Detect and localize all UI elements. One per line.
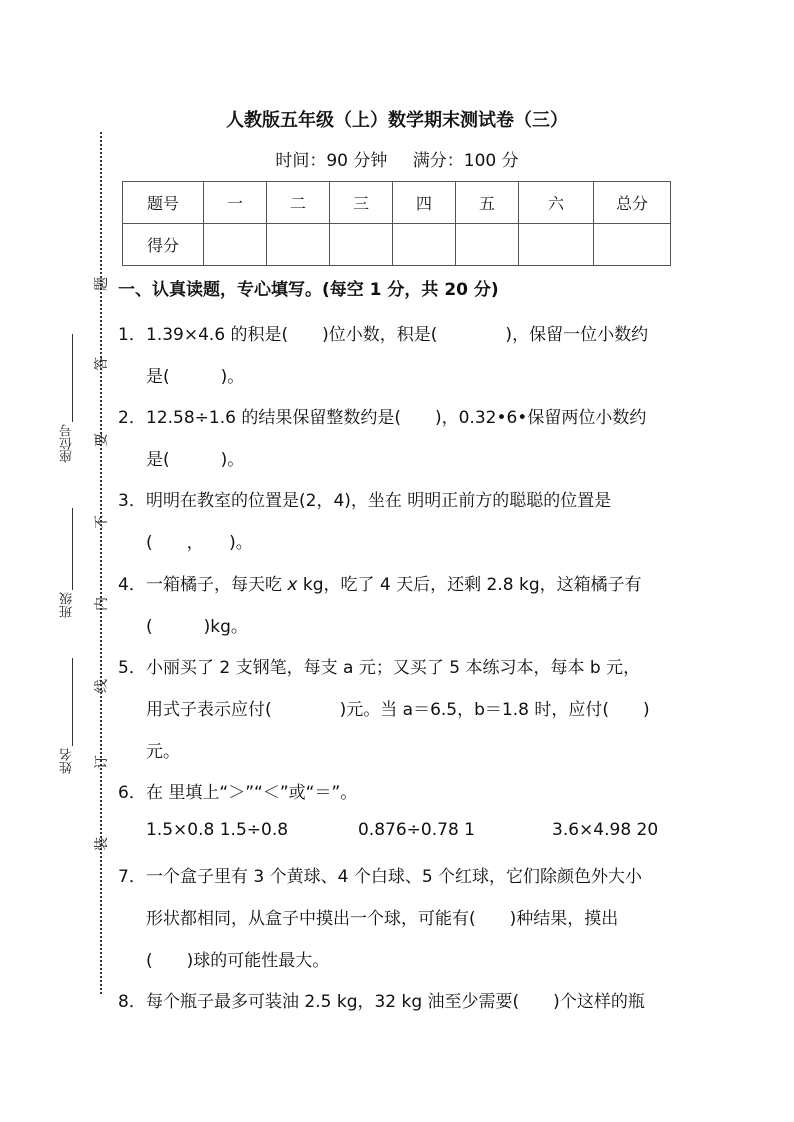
score-input-cell[interactable] (393, 224, 456, 266)
score-input-cell[interactable] (267, 224, 330, 266)
question-text: ( )球的可能性最大。 (146, 951, 330, 971)
table-cell: 六 (519, 182, 594, 224)
question-text: 每个瓶子最多可装油 2.5 kg，32 kg 油至少需要( )个这样的瓶 (146, 992, 645, 1012)
question-number: 3． (118, 491, 146, 511)
margin-char-yao: 要 (94, 433, 110, 447)
binding-dotted-line (100, 132, 102, 994)
score-label: 满分：100 分 (412, 151, 519, 171)
margin-char-ti: 题 (94, 277, 110, 291)
question-text: 1.39×4.6 的积是( )位小数，积是( )，保留一位小数约 (146, 325, 649, 345)
table-cell: 四 (393, 182, 456, 224)
question-text: ( )kg。 (146, 617, 248, 637)
margin-char-zhuang: 装 (94, 837, 110, 851)
score-table-header-row (123, 182, 671, 224)
question-text (146, 570, 642, 595)
score-input-cell[interactable] (519, 224, 594, 266)
question-number: 8． (118, 992, 146, 1012)
page-title: 人教版五年级（上）数学期末测试卷（三） (226, 110, 568, 131)
question-text: 是( )。 (146, 367, 245, 387)
question-number: 2． (118, 408, 146, 428)
score-input-cell[interactable] (204, 224, 267, 266)
name-label: 姓名 (60, 748, 75, 774)
question-number: 1． (118, 325, 146, 345)
table-cell: 一 (204, 182, 267, 224)
question-text: 一个盒子里有 3 个黄球、4 个白球、5 个红球，它们除颜色外大小 (146, 867, 643, 887)
question-text: 在 里填上“＞”“＜”或“＝”。 (146, 783, 358, 803)
score-table-score-row (123, 224, 671, 266)
table-cell: 总分 (594, 182, 671, 224)
variable-x: x (287, 575, 298, 595)
margin-char-xian: 线 (94, 679, 110, 693)
score-input-cell[interactable] (330, 224, 393, 266)
table-cell: 三 (330, 182, 393, 224)
margin-char-ding: 订 (94, 755, 110, 769)
name-blank-line (72, 658, 73, 746)
question-number: 5． (118, 658, 146, 678)
score-table (122, 181, 671, 266)
question-text: 元。 (146, 742, 180, 762)
question-text: 用式子表示应付( )元。当 a＝6.5，b＝1.8 时，应付( ) (146, 700, 650, 720)
compare-item: 0.876÷0.78 1 (358, 820, 475, 840)
margin-char-nei: 内 (94, 597, 110, 611)
question-text-part: kg，吃了 4 天后，还剩 2.8 kg，这箱橘子有 (297, 575, 642, 595)
exam-info (0, 146, 794, 171)
time-label: 时间：90 分钟 (275, 151, 388, 171)
section-title: 一、认真读题，专心填写。(每空 1 分，共 20 分) (118, 280, 499, 300)
question-text-part: 一箱橘子，每天吃 (146, 575, 288, 595)
question-text: 小丽买了 2 支钢笔，每支 a 元；又买了 5 本练习本，每本 b 元， (146, 658, 641, 678)
question-text: ( ， )。 (146, 533, 253, 553)
question-text: 形状都相同，从盒子中摸出一个球，可能有( )种结果，摸出 (146, 909, 619, 929)
margin-char-da: 答 (94, 357, 110, 371)
class-blank-line (72, 508, 73, 590)
table-cell: 题号 (123, 182, 204, 224)
question-number: 4． (118, 575, 146, 595)
compare-item: 3.6×4.98 20 (552, 820, 659, 840)
seat-blank-line (72, 334, 73, 422)
question-number: 7． (118, 867, 146, 887)
table-cell: 二 (267, 182, 330, 224)
seat-label: 座位号 (60, 424, 75, 463)
class-label: 班级 (60, 592, 75, 618)
question-text: 12.58÷1.6 的结果保留整数约是( )，0.32•6•保留两位小数约 (146, 408, 647, 428)
margin-char-bu: 不 (94, 515, 110, 529)
score-input-cell[interactable] (594, 224, 671, 266)
table-cell: 得分 (123, 224, 204, 266)
question-number: 6． (118, 783, 146, 803)
score-input-cell[interactable] (456, 224, 519, 266)
compare-item: 1.5×0.8 1.5÷0.8 (146, 820, 289, 840)
question-text: 明明在教室的位置是(2，4)，坐在 明明正前方的聪聪的位置是 (146, 491, 612, 511)
table-cell: 五 (456, 182, 519, 224)
question-text: 是( )。 (146, 450, 245, 470)
